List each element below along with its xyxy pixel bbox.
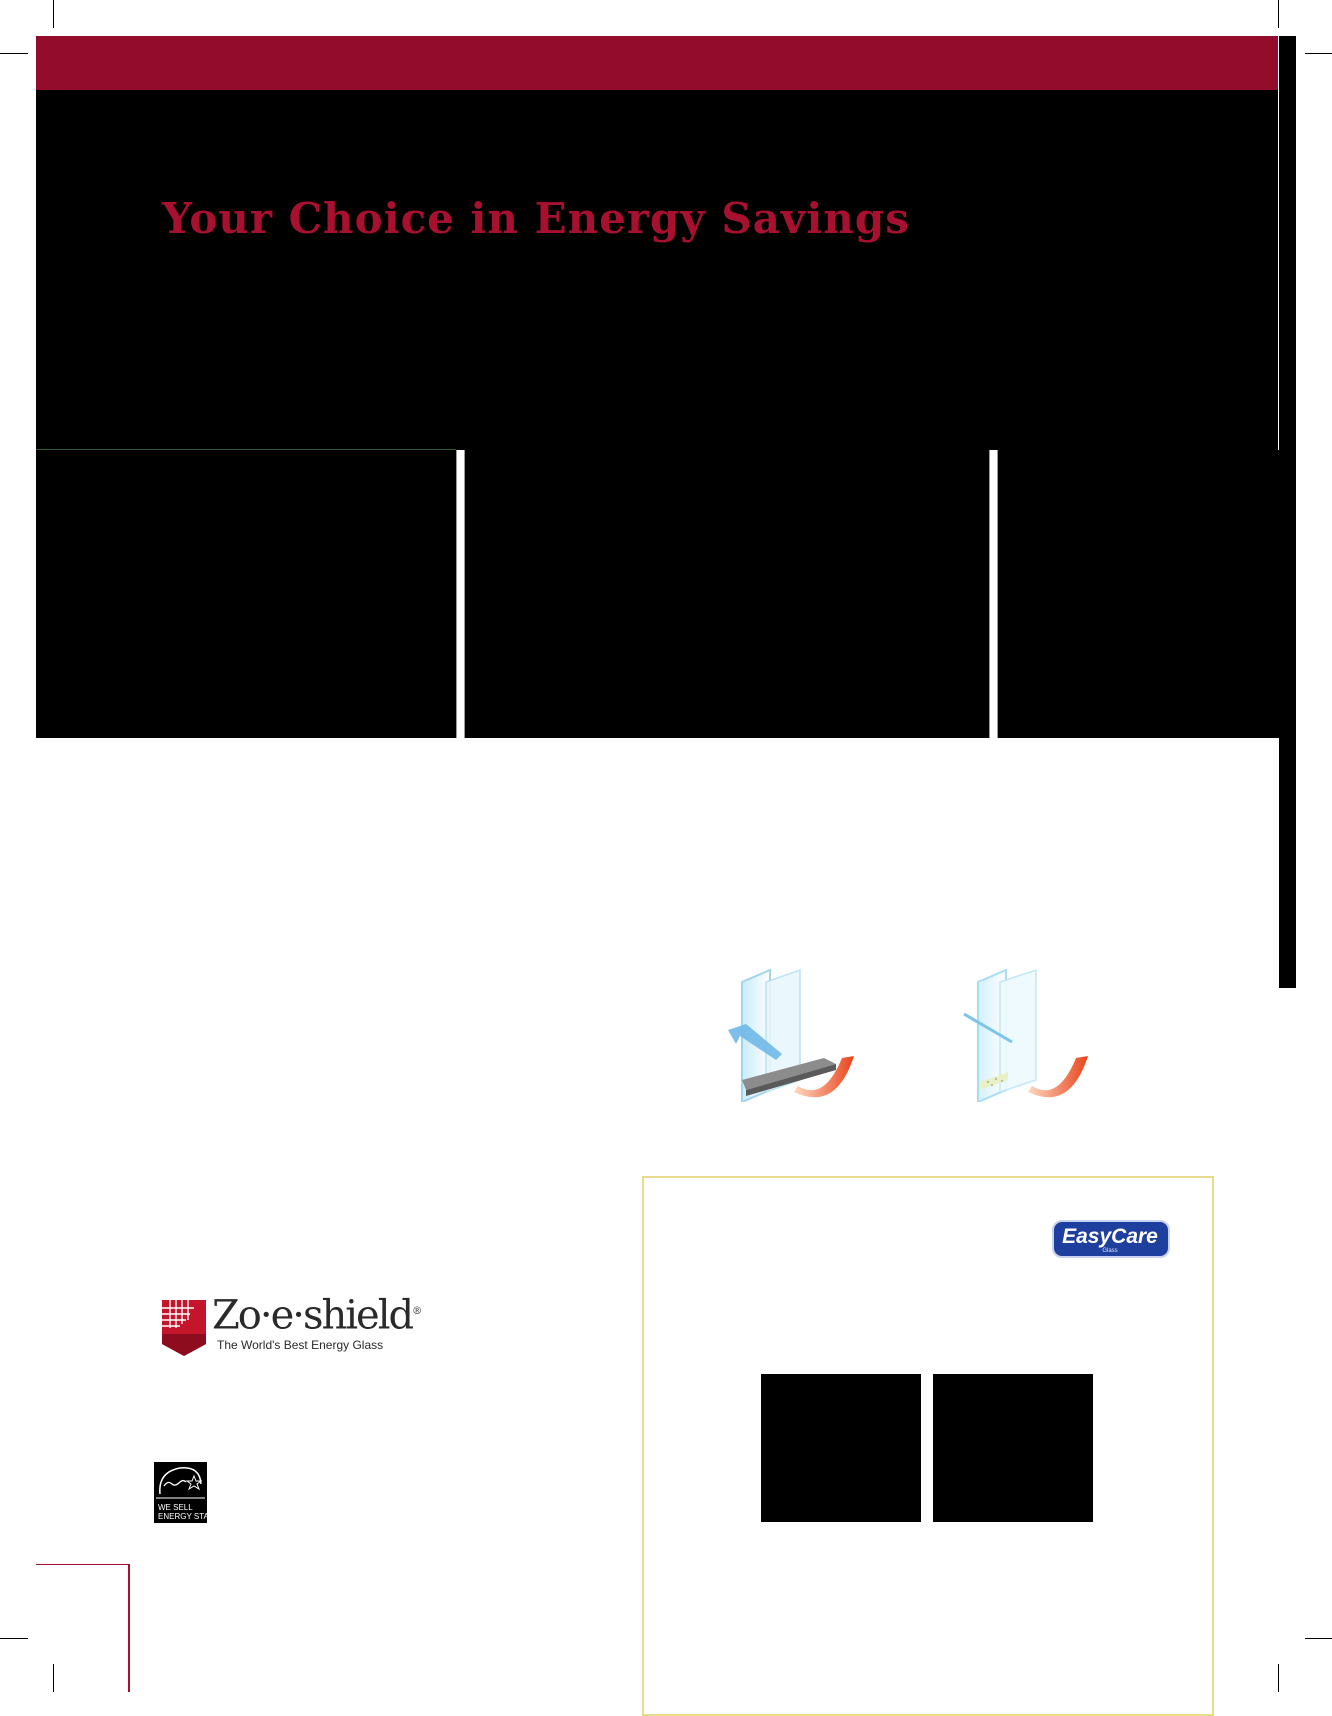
header-band [36, 36, 1278, 90]
crop-mark [1305, 1638, 1332, 1639]
insulated-glass-unit-argon-icon [958, 962, 1118, 1102]
insulated-glass-unit-icon [724, 962, 884, 1102]
energy-star-logo [154, 1462, 215, 1523]
panel-gutter [989, 450, 998, 738]
crop-mark [0, 53, 28, 54]
energy-star-icon [154, 1462, 207, 1500]
page-title: Your Choice in Energy Savings [162, 194, 910, 243]
energy-star-line-1: WE SELL [158, 1503, 193, 1512]
panel-gutter [456, 450, 465, 738]
easycare-logo [1052, 1220, 1170, 1258]
image-panel-right [998, 450, 1279, 738]
crop-mark [53, 1664, 54, 1692]
energy-star-line-2: ENERGY STAR [158, 1512, 215, 1521]
zoeshield-logo [160, 1292, 423, 1358]
crop-mark [0, 1638, 28, 1639]
glass-sample-image [933, 1374, 1093, 1522]
image-panel-center [465, 450, 989, 738]
svg-text:EasyCare: EasyCare [1062, 1225, 1158, 1248]
corner-accent [128, 1564, 130, 1692]
crop-mark [1305, 53, 1332, 54]
svg-text:Glass: Glass [1102, 1248, 1118, 1254]
image-panel-left [36, 450, 456, 738]
crop-mark [1278, 1664, 1279, 1692]
zoeshield-shield-icon [160, 1294, 208, 1356]
corner-accent [36, 1564, 130, 1565]
glass-sample-image [761, 1374, 921, 1522]
crop-mark [1278, 0, 1279, 28]
zoeshield-wordmark: Zo·e·shield® [212, 1292, 423, 1339]
hero-panel [36, 90, 1278, 450]
page-edge-bar [1279, 36, 1296, 988]
zoeshield-tagline: The World's Best Energy Glass [217, 1338, 384, 1352]
crop-mark [53, 0, 54, 28]
